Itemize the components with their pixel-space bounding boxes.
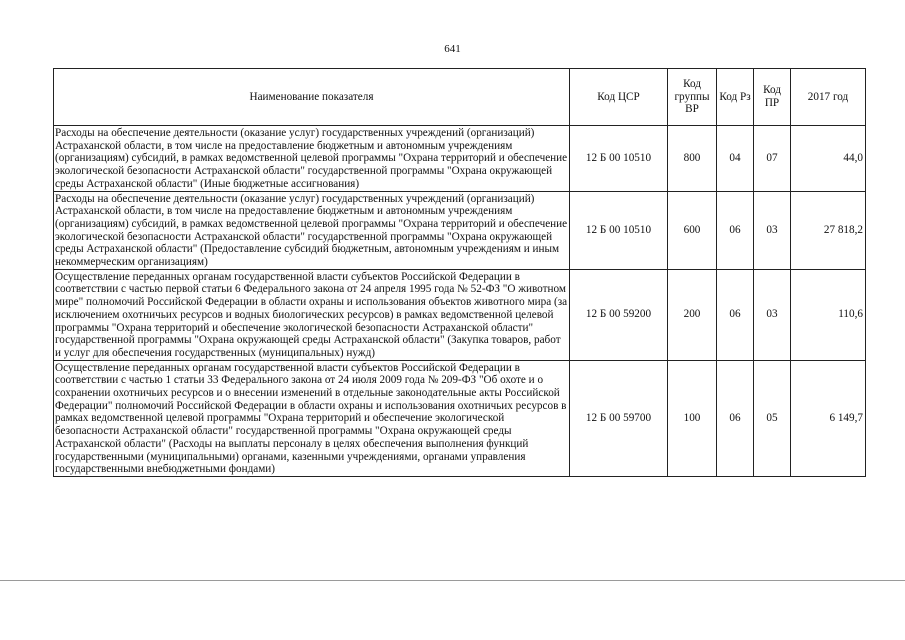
table-row [54,269,866,360]
row-amount: 27 818,2 [791,191,866,269]
header-csr: Код ЦСР [570,69,668,126]
row-vr: 800 [668,126,717,192]
row-name: Расходы на обеспечение деятельности (оказание услуг) государственных учреждений (организаций) Астраханской области, в том числе на предоставление бюджетным и автономным учреждениям (организациям) субсидий, в рамках ведомственной целевой программы "Охрана территорий и обеспечение экологической безопасности Астраханской области" государственной программы "Охрана окружающей среды Астраханской области" (Иные бюджетные ассигнования) [54,126,570,192]
row-pr: 03 [754,269,791,360]
row-name: Расходы на обеспечение деятельности (оказание услуг) государственных учреждений (организаций) Астраханской области, в том числе на предоставление бюджетным и автономным учреждениям (организациям) субсидий, в рамках ведомственной целевой программы "Охрана территорий и обеспечение экологической безопасности Астраханской области" государственной программы "Охрана окружающей среды Астраханской области" (Предоставление субсидий бюджетным, автономным учреждениям и иным некоммерческим организациям) [54,191,570,269]
row-amount: 6 149,7 [791,360,866,476]
row-csr: 12 Б 00 10510 [570,191,668,269]
row-vr: 200 [668,269,717,360]
table-header-row [54,69,866,126]
header-rz: Код Рз [717,69,754,126]
row-rz: 06 [717,191,754,269]
table-row [54,191,866,269]
row-rz: 06 [717,360,754,476]
header-name: Наименование показателя [54,69,570,126]
row-csr: 12 Б 00 10510 [570,126,668,192]
page-bottom-divider [0,580,905,581]
page-number: 641 [444,43,461,55]
header-pr: Код ПР [754,69,791,126]
header-vr: Код группы ВР [668,69,717,126]
row-name: Осуществление переданных органам государственной власти субъектов Российской Федерации в соответствии с частью 1 статьи 33 Федерального закона от 24 июля 2009 года № 209-ФЗ "Об охоте и о сохранении охотничьих ресурсов и о внесении изменений в отдельные законодательные акты Российской Федерации" полномочий Российской Федерации в области охраны и использования охотничьих ресурсов в рамках ведомственной целевой программы "Охрана территорий и обеспечение экологической безопасности Астраханской области" государственной программы "Охрана окружающей среды Астраханской области" (Расходы на выплаты персоналу в целях обеспечения выполнения функций государственными (муниципальными) органами, казенными учреждениями, органами управления государственными внебюджетными фондами) [54,360,570,476]
row-pr: 05 [754,360,791,476]
row-vr: 600 [668,191,717,269]
row-csr: 12 Б 00 59200 [570,269,668,360]
row-name: Осуществление переданных органам государственной власти субъектов Российской Федерации в соответствии с частью первой статьи 6 Федерального закона от 24 апреля 1995 года № 52-ФЗ "О животном мире" полномочий Российской Федерации в области охраны и использования объектов животного мира (за исключением охотничьих ресурсов и водных биологических ресурсов) в рамках ведомственной целевой программы "Охрана территорий и обеспечение экологической безопасности Астраханской области" государственной программы "Охрана окружающей среды Астраханской области" (Закупка товаров, работ и услуг для обеспечения государственных (муниципальных) нужд) [54,269,570,360]
row-csr: 12 Б 00 59700 [570,360,668,476]
header-year: 2017 год [791,69,866,126]
row-rz: 04 [717,126,754,192]
table-row [54,126,866,192]
row-vr: 100 [668,360,717,476]
row-pr: 07 [754,126,791,192]
row-pr: 03 [754,191,791,269]
row-rz: 06 [717,269,754,360]
row-amount: 110,6 [791,269,866,360]
row-amount: 44,0 [791,126,866,192]
budget-table [53,68,866,477]
table-row [54,360,866,476]
